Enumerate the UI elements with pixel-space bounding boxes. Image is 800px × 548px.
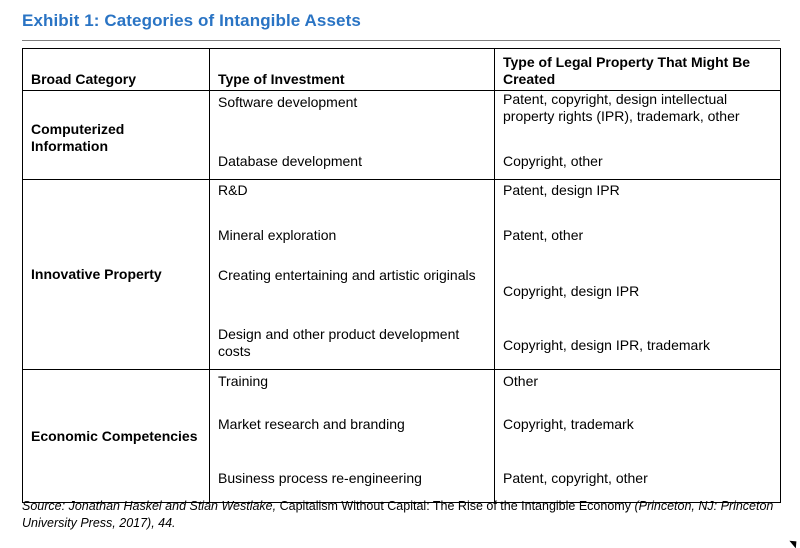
legal-label: Copyright, design IPR — [503, 282, 640, 299]
investment-cell — [210, 409, 495, 456]
source-book-title: Capitalism Without Capital: The Rise of the Intangible Economy — [279, 499, 631, 513]
investment-label: Design and other product development costs — [218, 326, 460, 359]
investment-label: Business process re-engineering — [218, 470, 422, 486]
legal-cell — [495, 409, 781, 456]
mouse-cursor-icon — [789, 538, 799, 548]
source-label: Source: — [22, 499, 66, 513]
legal-label: Copyright, other — [503, 152, 603, 169]
legal-cell — [495, 456, 781, 503]
legal-cell — [495, 91, 781, 148]
investment-cell — [210, 370, 495, 410]
legal-cell — [495, 321, 781, 370]
investment-cell — [210, 148, 495, 180]
table-row — [23, 370, 781, 410]
investment-label: Market research and branding — [218, 416, 405, 432]
source-publication: (Princeton, NJ: Princeton University Press, 2017), 44. — [22, 499, 774, 530]
legal-label: Copyright, trademark — [503, 416, 634, 432]
legal-label: Other — [503, 373, 539, 389]
table-row — [23, 180, 781, 223]
category-cell — [23, 180, 210, 370]
header-legal-property: Type of Legal Property That Might Be Created — [495, 49, 781, 91]
title-divider — [22, 40, 780, 41]
investment-label: Software development — [218, 94, 358, 110]
category-label: Innovative Property — [31, 266, 162, 282]
legal-cell — [495, 180, 781, 223]
legal-label: Patent, design IPR — [503, 182, 620, 198]
category-label: Economic Competencies — [31, 427, 198, 444]
investment-cell — [210, 261, 495, 321]
legal-label: Patent, copyright, design intellectual property rights (IPR), trademark, other — [503, 91, 740, 124]
investment-label: Training — [218, 373, 269, 389]
intangible-assets-table — [22, 48, 781, 503]
investment-label: Database development — [218, 152, 362, 169]
legal-cell — [495, 148, 781, 180]
legal-cell — [495, 370, 781, 410]
table-row — [23, 91, 781, 148]
header-broad-category: Broad Category — [23, 49, 210, 91]
investment-cell — [210, 91, 495, 148]
investment-label: Creating entertaining and artistic originals — [218, 267, 476, 283]
category-cell — [23, 91, 210, 180]
source-authors: Jonathan Haskel and Stian Westlake, — [68, 499, 277, 513]
investment-label: Mineral exploration — [218, 227, 337, 243]
table-header-row — [23, 49, 781, 91]
header-type-of-investment: Type of Investment — [210, 49, 495, 91]
investment-cell — [210, 321, 495, 370]
category-cell — [23, 370, 210, 503]
investment-cell — [210, 180, 495, 223]
legal-label: Patent, copyright, other — [503, 470, 648, 486]
legal-cell — [495, 261, 781, 321]
exhibit-title: Exhibit 1: Categories of Intangible Assets — [22, 11, 361, 30]
investment-cell — [210, 456, 495, 503]
legal-label: Patent, other — [503, 227, 584, 243]
investment-label: R&D — [218, 182, 248, 198]
investment-cell — [210, 222, 495, 261]
legal-label: Copyright, design IPR, trademark — [503, 336, 710, 353]
source-note — [22, 498, 782, 532]
category-label: Computerized Information — [31, 121, 125, 154]
legal-cell — [495, 222, 781, 261]
